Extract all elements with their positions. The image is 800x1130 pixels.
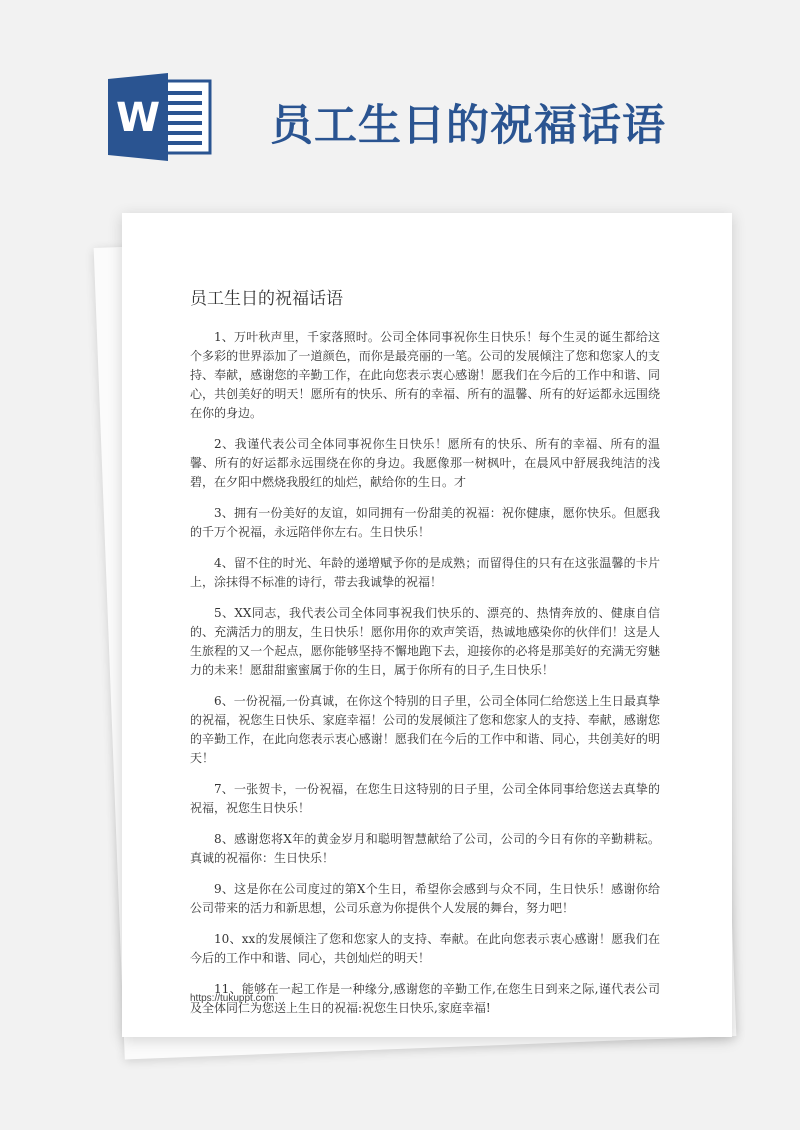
paragraph-10: 10、xx的发展倾注了您和您家人的支持、奉献。在此向您表示衷心感谢！愿我们在今后的工作中和谐、同心，共创灿烂的明天！ <box>190 932 660 965</box>
paragraph-9: 9、这是你在公司度过的第X个生日，希望你会感到与众不同，生日快乐！感谢你给公司带来的活力和新思想，公司乐意为你提供个人发展的舞台，努力吧！ <box>190 882 660 915</box>
document-page <box>122 213 732 1037</box>
paragraph-11: 11、能够在一起工作是一种缘分,感谢您的辛勤工作,在您生日到来之际,谨代表公司及全体同仁为您送上生日的祝福:祝您生日快乐,家庭幸福! <box>190 982 660 1015</box>
paragraph-5: 5、XX同志，我代表公司全体同事祝我们快乐的、漂亮的、热情奔放的、健康自信的、充满活力的朋友，生日快乐！愿你用你的欢声笑语，热诚地感染你的伙伴们！这是人生旅程的又一个起点，愿你能够坚持不懈地跑下去，迎接你的必将是那美好的充满无穷魅力的未来！愿甜甜蜜蜜属于你的生日，属于你所有的日子,生日快乐！ <box>190 606 660 677</box>
word-document-icon <box>106 73 214 161</box>
paragraph-6: 6、一份祝福,一份真诚，在你这个特别的日子里，公司全体同仁给您送上生日最真挚的祝福，祝您生日快乐、家庭幸福！公司的发展倾注了您和您家人的支持、奉献，感谢您的辛勤工作，在此向您表示衷心感谢！愿我们在今后的工作中和谐、同心，共创美好的明天！ <box>190 694 660 765</box>
document-body <box>190 328 660 1030</box>
paragraph-7: 7、一张贺卡，一份祝福，在您生日这特别的日子里，公司全体同事给您送去真挚的祝福，祝您生日快乐！ <box>190 782 660 815</box>
paragraph-2: 2、我谨代表公司全体同事祝你生日快乐！愿所有的快乐、所有的幸福、所有的温馨、所有的好运都永远围绕在你的身边。我愿像那一树枫叶，在晨风中舒展我纯洁的浅碧，在夕阳中燃烧我殷红的灿烂，献给你的生日。才 <box>190 437 660 489</box>
paragraph-8: 8、感谢您将X年的黄金岁月和聪明智慧献给了公司，公司的今日有你的辛勤耕耘。真诚的祝福你：生日快乐！ <box>190 832 660 865</box>
paragraph-4: 4、留不住的时光、年龄的递增赋予你的是成熟；而留得住的只有在这张温馨的卡片上，涂抹得不标准的诗行，带去我诚挚的祝福！ <box>190 556 660 589</box>
banner-title: 员工生日的祝福话语 <box>270 101 666 151</box>
document-title: 员工生日的祝福话语 <box>190 289 343 309</box>
paragraph-1: 1、万叶秋声里，千家落照时。公司全体同事祝你生日快乐！每个生灵的诞生都给这个多彩的世界添加了一道颜色，而你是最亮丽的一笔。公司的发展倾注了您和您家人的支持、奉献，感谢您的辛勤工作，在此向您表示衷心感谢！愿我们在今后的工作中和谐、同心，共创美好的明天！愿所有的快乐、所有的幸福、所有的温馨、所有的好运都永远围绕在你的身边。 <box>190 330 660 420</box>
footer-url: https://tukuppt.com <box>190 993 275 1004</box>
paragraph-3: 3、拥有一份美好的友谊，如同拥有一份甜美的祝福：祝你健康，愿你快乐。但愿我的千万个祝福，永远陪伴你左右。生日快乐！ <box>190 506 660 539</box>
word-logo-letter: W <box>115 95 161 141</box>
banner <box>0 0 800 190</box>
